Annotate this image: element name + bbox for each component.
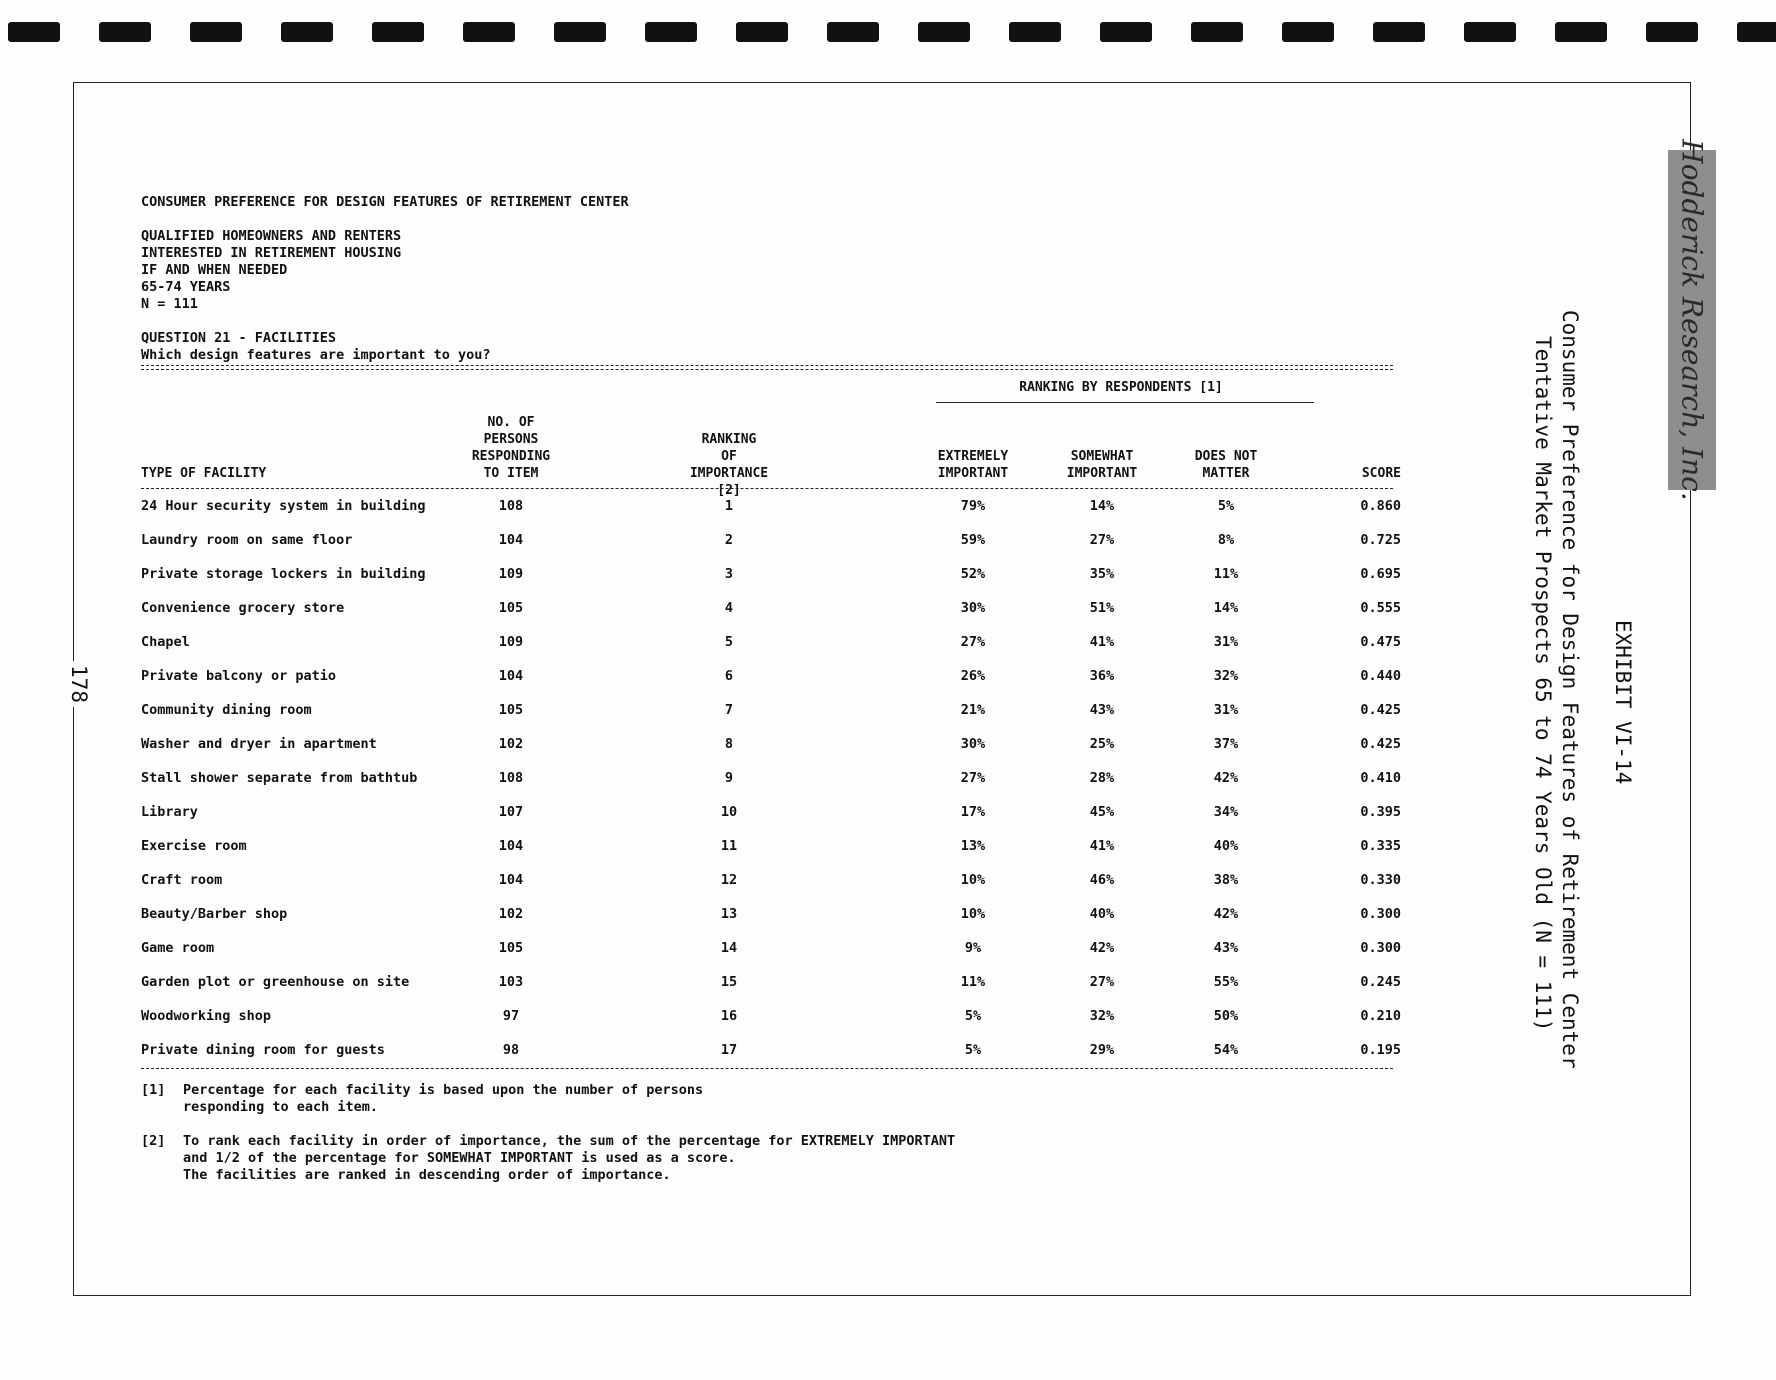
responding-cell: 102 — [498, 906, 524, 922]
score-cell: 0.695 — [1360, 566, 1401, 582]
responding-cell: 107 — [498, 804, 524, 820]
rank-cell: 14 — [720, 940, 738, 956]
report-title: CONSUMER PREFERENCE FOR DESIGN FEATURES OF RETIREMENT CENTER — [141, 194, 629, 210]
does-not-matter-cell: 31% — [1213, 634, 1239, 650]
ranking-group-rule — [936, 402, 1314, 403]
somewhat-important-cell: 46% — [1089, 872, 1115, 888]
does-not-matter-cell: 34% — [1213, 804, 1239, 820]
extremely-important-cell: 21% — [960, 702, 986, 718]
facility-cell: Woodworking shop — [141, 1008, 272, 1024]
responding-cell: 104 — [498, 532, 524, 548]
responding-cell: 105 — [498, 600, 524, 616]
extremely-important-cell: 30% — [960, 600, 986, 616]
responding-cell: 108 — [498, 498, 524, 514]
perforation-dash — [1555, 22, 1607, 42]
somewhat-important-cell: 36% — [1089, 668, 1115, 684]
group-line: QUALIFIED HOMEOWNERS AND RENTERS — [141, 228, 402, 244]
does-not-matter-cell: 11% — [1213, 566, 1239, 582]
rank-cell: 17 — [720, 1042, 738, 1058]
rank-cell: 13 — [720, 906, 738, 922]
perforation-dash — [1464, 22, 1516, 42]
col-header-ranking: RANKING OF IMPORTANCE [2] — [689, 432, 769, 498]
exhibit-title-line1: Consumer Preference for Design Features of Retirement Center — [1558, 310, 1582, 1069]
perforation-dash — [1646, 22, 1698, 42]
score-cell: 0.425 — [1360, 702, 1401, 718]
score-cell: 0.555 — [1360, 600, 1401, 616]
perforation-dash — [918, 22, 970, 42]
ranking-group-header: RANKING BY RESPONDENTS [1] — [1019, 380, 1223, 395]
responding-cell: 108 — [498, 770, 524, 786]
does-not-matter-cell: 32% — [1213, 668, 1239, 684]
exhibit-title-line2: Tentative Market Prospects 65 to 74 Years Old (N = 111) — [1531, 336, 1555, 1032]
col-header-somewhat: SOMEWHAT IMPORTANT — [1066, 449, 1138, 481]
somewhat-important-cell: 45% — [1089, 804, 1115, 820]
perforation-dash — [1373, 22, 1425, 42]
perforation-dash — [1100, 22, 1152, 42]
does-not-matter-cell: 55% — [1213, 974, 1239, 990]
somewhat-important-cell: 32% — [1089, 1008, 1115, 1024]
facility-cell: Laundry room on same floor — [141, 532, 353, 548]
footnote-2: [2] To rank each facility in order of importance, the sum of the percentage for EXTREMELY IMPORTANT and 1/2 of the percentage for SOMEWHAT IMPORTANT is used as a score. The facilities are ranked in descending order of importance. — [141, 1133, 956, 1183]
perforation-dash — [463, 22, 515, 42]
facility-cell: Beauty/Barber shop — [141, 906, 288, 922]
rank-cell: 3 — [724, 566, 734, 582]
rank-cell: 7 — [724, 702, 734, 718]
facility-cell: Private dining room for guests — [141, 1042, 385, 1058]
extremely-important-cell: 10% — [960, 906, 986, 922]
col-header-facility: TYPE OF FACILITY — [141, 466, 267, 481]
col-header-does-not-matter: DOES NOT MATTER — [1194, 449, 1258, 481]
does-not-matter-cell: 8% — [1217, 532, 1235, 548]
score-cell: 0.210 — [1360, 1008, 1401, 1024]
extremely-important-cell: 79% — [960, 498, 986, 514]
does-not-matter-cell: 31% — [1213, 702, 1239, 718]
perforation-dash — [827, 22, 879, 42]
footnote-1: [1] Percentage for each facility is based upon the number of persons responding to each item. — [141, 1082, 704, 1115]
somewhat-important-cell: 51% — [1089, 600, 1115, 616]
responding-cell: 104 — [498, 838, 524, 854]
score-cell: 0.195 — [1360, 1042, 1401, 1058]
perforation-dash — [645, 22, 697, 42]
perforation-dash — [1737, 22, 1776, 42]
facility-cell: Washer and dryer in apartment — [141, 736, 377, 752]
score-cell: 0.425 — [1360, 736, 1401, 752]
responding-cell: 105 — [498, 702, 524, 718]
somewhat-important-cell: 35% — [1089, 566, 1115, 582]
perforation-dash — [8, 22, 60, 42]
does-not-matter-cell: 42% — [1213, 906, 1239, 922]
extremely-important-cell: 13% — [960, 838, 986, 854]
group-line: INTERESTED IN RETIREMENT HOUSING — [141, 245, 402, 261]
extremely-important-cell: 27% — [960, 634, 986, 650]
does-not-matter-cell: 43% — [1213, 940, 1239, 956]
responding-cell: 109 — [498, 634, 524, 650]
perforation-dash — [1009, 22, 1061, 42]
score-cell: 0.440 — [1360, 668, 1401, 684]
extremely-important-cell: 30% — [960, 736, 986, 752]
perforation-dash — [554, 22, 606, 42]
somewhat-important-cell: 27% — [1089, 974, 1115, 990]
extremely-important-cell: 26% — [960, 668, 986, 684]
does-not-matter-cell: 40% — [1213, 838, 1239, 854]
perforation-dash — [1191, 22, 1243, 42]
responding-cell: 104 — [498, 668, 524, 684]
responding-cell: 104 — [498, 872, 524, 888]
somewhat-important-cell: 25% — [1089, 736, 1115, 752]
facility-cell: Private storage lockers in building — [141, 566, 426, 582]
extremely-important-cell: 59% — [960, 532, 986, 548]
rank-cell: 9 — [724, 770, 734, 786]
question-label: QUESTION 21 - FACILITIES — [141, 330, 337, 346]
facility-cell: Community dining room — [141, 702, 312, 718]
rank-cell: 5 — [724, 634, 734, 650]
score-cell: 0.335 — [1360, 838, 1401, 854]
does-not-matter-cell: 54% — [1213, 1042, 1239, 1058]
group-line: IF AND WHEN NEEDED — [141, 262, 288, 278]
extremely-important-cell: 11% — [960, 974, 986, 990]
question-prompt: Which design features are important to you? — [141, 347, 491, 363]
somewhat-important-cell: 43% — [1089, 702, 1115, 718]
responding-cell: 103 — [498, 974, 524, 990]
somewhat-important-cell: 41% — [1089, 838, 1115, 854]
score-cell: 0.860 — [1360, 498, 1401, 514]
page-number: 178 — [67, 661, 91, 707]
does-not-matter-cell: 50% — [1213, 1008, 1239, 1024]
somewhat-important-cell: 41% — [1089, 634, 1115, 650]
somewhat-important-cell: 27% — [1089, 532, 1115, 548]
score-cell: 0.725 — [1360, 532, 1401, 548]
score-cell: 0.395 — [1360, 804, 1401, 820]
facility-cell: Garden plot or greenhouse on site — [141, 974, 410, 990]
double-rule — [141, 365, 1393, 370]
rank-cell: 2 — [724, 532, 734, 548]
perforation-dash — [190, 22, 242, 42]
perforation-dash — [99, 22, 151, 42]
score-cell: 0.300 — [1360, 940, 1401, 956]
does-not-matter-cell: 14% — [1213, 600, 1239, 616]
facility-cell: Library — [141, 804, 198, 820]
responding-cell: 109 — [498, 566, 524, 582]
somewhat-important-cell: 40% — [1089, 906, 1115, 922]
score-cell: 0.410 — [1360, 770, 1401, 786]
logo-text: Hodderick Research, Inc. — [1675, 139, 1709, 501]
rank-cell: 11 — [720, 838, 738, 854]
somewhat-important-cell: 14% — [1089, 498, 1115, 514]
perforation-dash — [1282, 22, 1334, 42]
facility-cell: Private balcony or patio — [141, 668, 337, 684]
rank-cell: 6 — [724, 668, 734, 684]
col-header-responding: NO. OF PERSONS RESPONDING TO ITEM — [471, 415, 551, 481]
responding-cell: 105 — [498, 940, 524, 956]
facility-cell: Chapel — [141, 634, 190, 650]
perforation-strip — [0, 22, 1776, 42]
facility-cell: 24 Hour security system in building — [141, 498, 426, 514]
perforation-dash — [281, 22, 333, 42]
responding-cell: 98 — [502, 1042, 520, 1058]
group-line: 65-74 YEARS — [141, 279, 231, 295]
does-not-matter-cell: 37% — [1213, 736, 1239, 752]
facility-cell: Exercise room — [141, 838, 247, 854]
somewhat-important-cell: 29% — [1089, 1042, 1115, 1058]
rank-cell: 8 — [724, 736, 734, 752]
rank-cell: 16 — [720, 1008, 738, 1024]
facility-cell: Stall shower separate from bathtub — [141, 770, 418, 786]
company-logo — [1668, 139, 1716, 501]
col-header-score: SCORE — [1361, 466, 1401, 481]
somewhat-important-cell: 42% — [1089, 940, 1115, 956]
table-bottom-rule — [141, 1068, 1393, 1069]
facility-cell: Craft room — [141, 872, 223, 888]
extremely-important-cell: 10% — [960, 872, 986, 888]
responding-cell: 97 — [502, 1008, 520, 1024]
does-not-matter-cell: 5% — [1217, 498, 1235, 514]
group-line: N = 111 — [141, 296, 198, 312]
rank-cell: 1 — [724, 498, 734, 514]
perforation-dash — [736, 22, 788, 42]
facility-cell: Convenience grocery store — [141, 600, 345, 616]
perforation-dash — [372, 22, 424, 42]
extremely-important-cell: 5% — [964, 1008, 982, 1024]
does-not-matter-cell: 42% — [1213, 770, 1239, 786]
rank-cell: 10 — [720, 804, 738, 820]
score-cell: 0.475 — [1360, 634, 1401, 650]
extremely-important-cell: 52% — [960, 566, 986, 582]
extremely-important-cell: 27% — [960, 770, 986, 786]
rank-cell: 15 — [720, 974, 738, 990]
header-rule — [141, 488, 1393, 489]
extremely-important-cell: 17% — [960, 804, 986, 820]
score-cell: 0.300 — [1360, 906, 1401, 922]
does-not-matter-cell: 38% — [1213, 872, 1239, 888]
extremely-important-cell: 9% — [964, 940, 982, 956]
rank-cell: 12 — [720, 872, 738, 888]
score-cell: 0.330 — [1360, 872, 1401, 888]
facility-cell: Game room — [141, 940, 215, 956]
responding-cell: 102 — [498, 736, 524, 752]
col-header-extremely: EXTREMELY IMPORTANT — [937, 449, 1009, 481]
extremely-important-cell: 5% — [964, 1042, 982, 1058]
score-cell: 0.245 — [1360, 974, 1401, 990]
rank-cell: 4 — [724, 600, 734, 616]
somewhat-important-cell: 28% — [1089, 770, 1115, 786]
exhibit-label: EXHIBIT VI-14 — [1611, 620, 1635, 785]
